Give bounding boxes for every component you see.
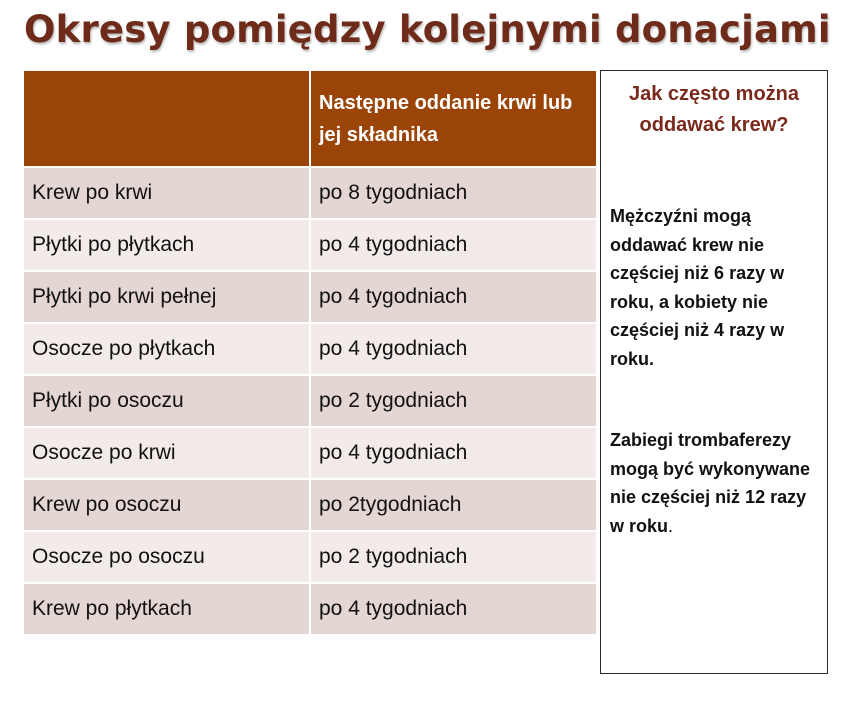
donation-type-cell: Krew po krwi	[24, 167, 310, 219]
interval-cell: po 2 tygodniach	[310, 531, 596, 583]
interval-cell: po 2 tygodniach	[310, 375, 596, 427]
donation-type-cell: Osocze po osoczu	[24, 531, 310, 583]
table-row	[24, 479, 596, 531]
table-row	[24, 167, 596, 219]
table-header-cell-1	[24, 71, 310, 167]
table-row	[24, 583, 596, 635]
interval-cell: po 4 tygodniach	[310, 583, 596, 635]
table-row	[24, 271, 596, 323]
slide-title: Okresy pomiędzy kolejnymi donacjami	[24, 8, 831, 51]
donation-type-cell: Krew po osoczu	[24, 479, 310, 531]
thrombapheresis-period: .	[668, 515, 674, 536]
interval-cell: po 4 tygodniach	[310, 271, 596, 323]
donation-type-cell: Osocze po płytkach	[24, 323, 310, 375]
table-header-cell-2: Następne oddanie krwi lub jej składnika	[310, 71, 596, 167]
table-row	[24, 531, 596, 583]
interval-cell: po 4 tygodniach	[310, 427, 596, 479]
table-row	[24, 375, 596, 427]
donation-type-cell: Osocze po krwi	[24, 427, 310, 479]
table-row	[24, 323, 596, 375]
interval-cell: po 8 tygodniach	[310, 167, 596, 219]
interval-cell: po 2tygodniach	[310, 479, 596, 531]
donation-type-cell: Płytki po osoczu	[24, 375, 310, 427]
interval-cell: po 4 tygodniach	[310, 323, 596, 375]
donation-intervals-table	[24, 71, 596, 636]
table-header-row	[24, 71, 596, 167]
thrombapheresis-frequency-text: Zabiegi trombaferezy mogą być wykonywane nie częściej niż 12 razy w roku	[610, 430, 811, 536]
table-row	[24, 219, 596, 271]
donation-type-cell: Płytki po płytkach	[24, 219, 310, 271]
table-row	[24, 427, 596, 479]
thrombapheresis-frequency-paragraph	[601, 426, 827, 540]
info-sidebox	[600, 70, 828, 674]
interval-cell: po 4 tygodniach	[310, 219, 596, 271]
sidebox-heading: Jak często można oddawać krew?	[628, 83, 800, 136]
donation-type-cell: Krew po płytkach	[24, 583, 310, 635]
donation-type-cell: Płytki po krwi pełnej	[24, 271, 310, 323]
donation-frequency-text: Mężczyźni mogą oddawać krew nie częściej niż 6 razy w roku, a kobiety nie częściej niż 4 razy w roku.	[610, 206, 785, 369]
